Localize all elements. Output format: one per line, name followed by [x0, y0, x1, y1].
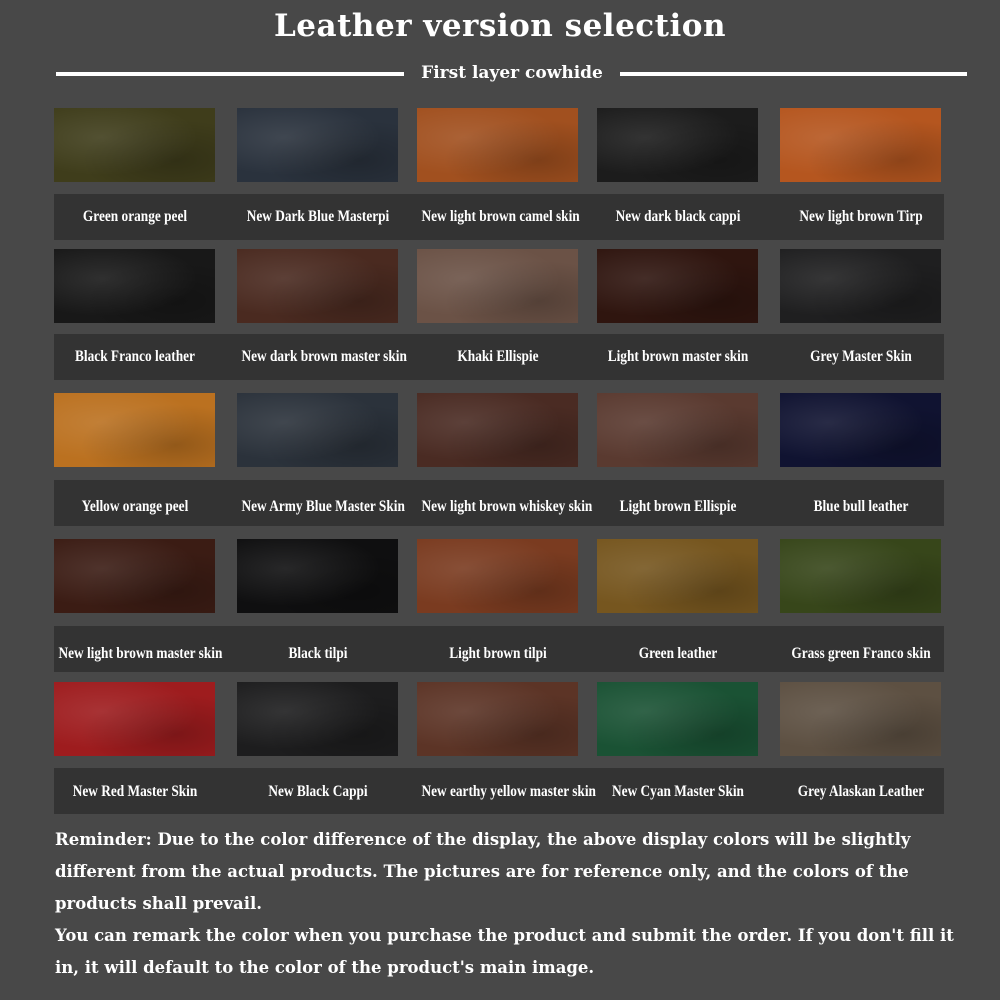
- swatch-label: Khaki Ellispie: [457, 348, 539, 365]
- leather-swatch[interactable]: [780, 393, 941, 467]
- leather-swatch[interactable]: [237, 682, 398, 756]
- leather-swatch[interactable]: [780, 539, 941, 613]
- swatch-label: New light brown camel skin: [421, 208, 580, 225]
- swatch-label: New Cyan Master Skin: [612, 783, 744, 800]
- swatch-label: New earthy yellow master skin: [421, 783, 596, 800]
- leather-swatch[interactable]: [237, 249, 398, 323]
- leather-swatch[interactable]: [54, 393, 215, 467]
- leather-swatch[interactable]: [417, 249, 578, 323]
- swatch-label: Grey Master Skin: [810, 348, 912, 365]
- swatch-label: New light brown master skin: [58, 645, 223, 662]
- leather-swatch[interactable]: [780, 108, 941, 182]
- page-title: Leather version selection: [274, 8, 726, 44]
- leather-swatch[interactable]: [597, 539, 758, 613]
- leather-swatch[interactable]: [54, 249, 215, 323]
- leather-swatch[interactable]: [417, 539, 578, 613]
- swatch-label: New dark black cappi: [615, 208, 741, 225]
- leather-swatch[interactable]: [237, 393, 398, 467]
- leather-swatch[interactable]: [237, 539, 398, 613]
- swatch-label: New Army Blue Master Skin: [241, 498, 405, 515]
- leather-swatch[interactable]: [417, 682, 578, 756]
- leather-swatch[interactable]: [237, 108, 398, 182]
- leather-swatch[interactable]: [597, 249, 758, 323]
- reminder-note: [55, 824, 980, 984]
- swatch-label: Yellow orange peel: [81, 498, 189, 515]
- swatch-label: New light brown Tirp: [799, 208, 923, 225]
- leather-swatch[interactable]: [780, 249, 941, 323]
- leather-swatch[interactable]: [54, 108, 215, 182]
- leather-swatch[interactable]: [597, 393, 758, 467]
- leather-swatch[interactable]: [597, 682, 758, 756]
- swatch-label: Light brown master skin: [607, 348, 749, 365]
- swatch-label: Light brown tilpi: [449, 645, 547, 662]
- swatch-label: New Red Master Skin: [72, 783, 198, 800]
- section-subtitle: First layer cowhide: [421, 63, 603, 83]
- divider-left: [56, 72, 404, 76]
- reminder-paragraph: Reminder: Due to the color difference of the display, the above display colors will be slightly different from the actual products. The pictures are for reference only, and the colors of the products shall prevail.: [55, 830, 911, 913]
- swatch-label: Black tilpi: [288, 645, 348, 662]
- leather-swatch[interactable]: [417, 393, 578, 467]
- reminder-paragraph: You can remark the color when you purchase the product and submit the order. If you don't fill it in, it will default to the color of the product's main image.: [55, 926, 954, 977]
- swatch-label: Green leather: [638, 645, 718, 662]
- swatch-label: New dark brown master skin: [241, 348, 407, 365]
- swatch-label: New Dark Blue Masterpi: [246, 208, 390, 225]
- divider-right: [620, 72, 967, 76]
- leather-swatch[interactable]: [54, 682, 215, 756]
- leather-swatch[interactable]: [780, 682, 941, 756]
- swatch-label: Blue bull leather: [813, 498, 909, 515]
- leather-swatch[interactable]: [54, 539, 215, 613]
- swatch-label: Grey Alaskan Leather: [797, 783, 925, 800]
- swatch-label: Black Franco leather: [75, 348, 195, 365]
- swatch-label: Green orange peel: [82, 208, 188, 225]
- leather-swatch[interactable]: [417, 108, 578, 182]
- swatch-label: Grass green Franco skin: [791, 645, 931, 662]
- leather-swatch[interactable]: [597, 108, 758, 182]
- swatch-label: New light brown whiskey skin: [421, 498, 593, 515]
- swatch-label: New Black Cappi: [268, 783, 368, 800]
- swatch-label: Light brown Ellispie: [619, 498, 737, 515]
